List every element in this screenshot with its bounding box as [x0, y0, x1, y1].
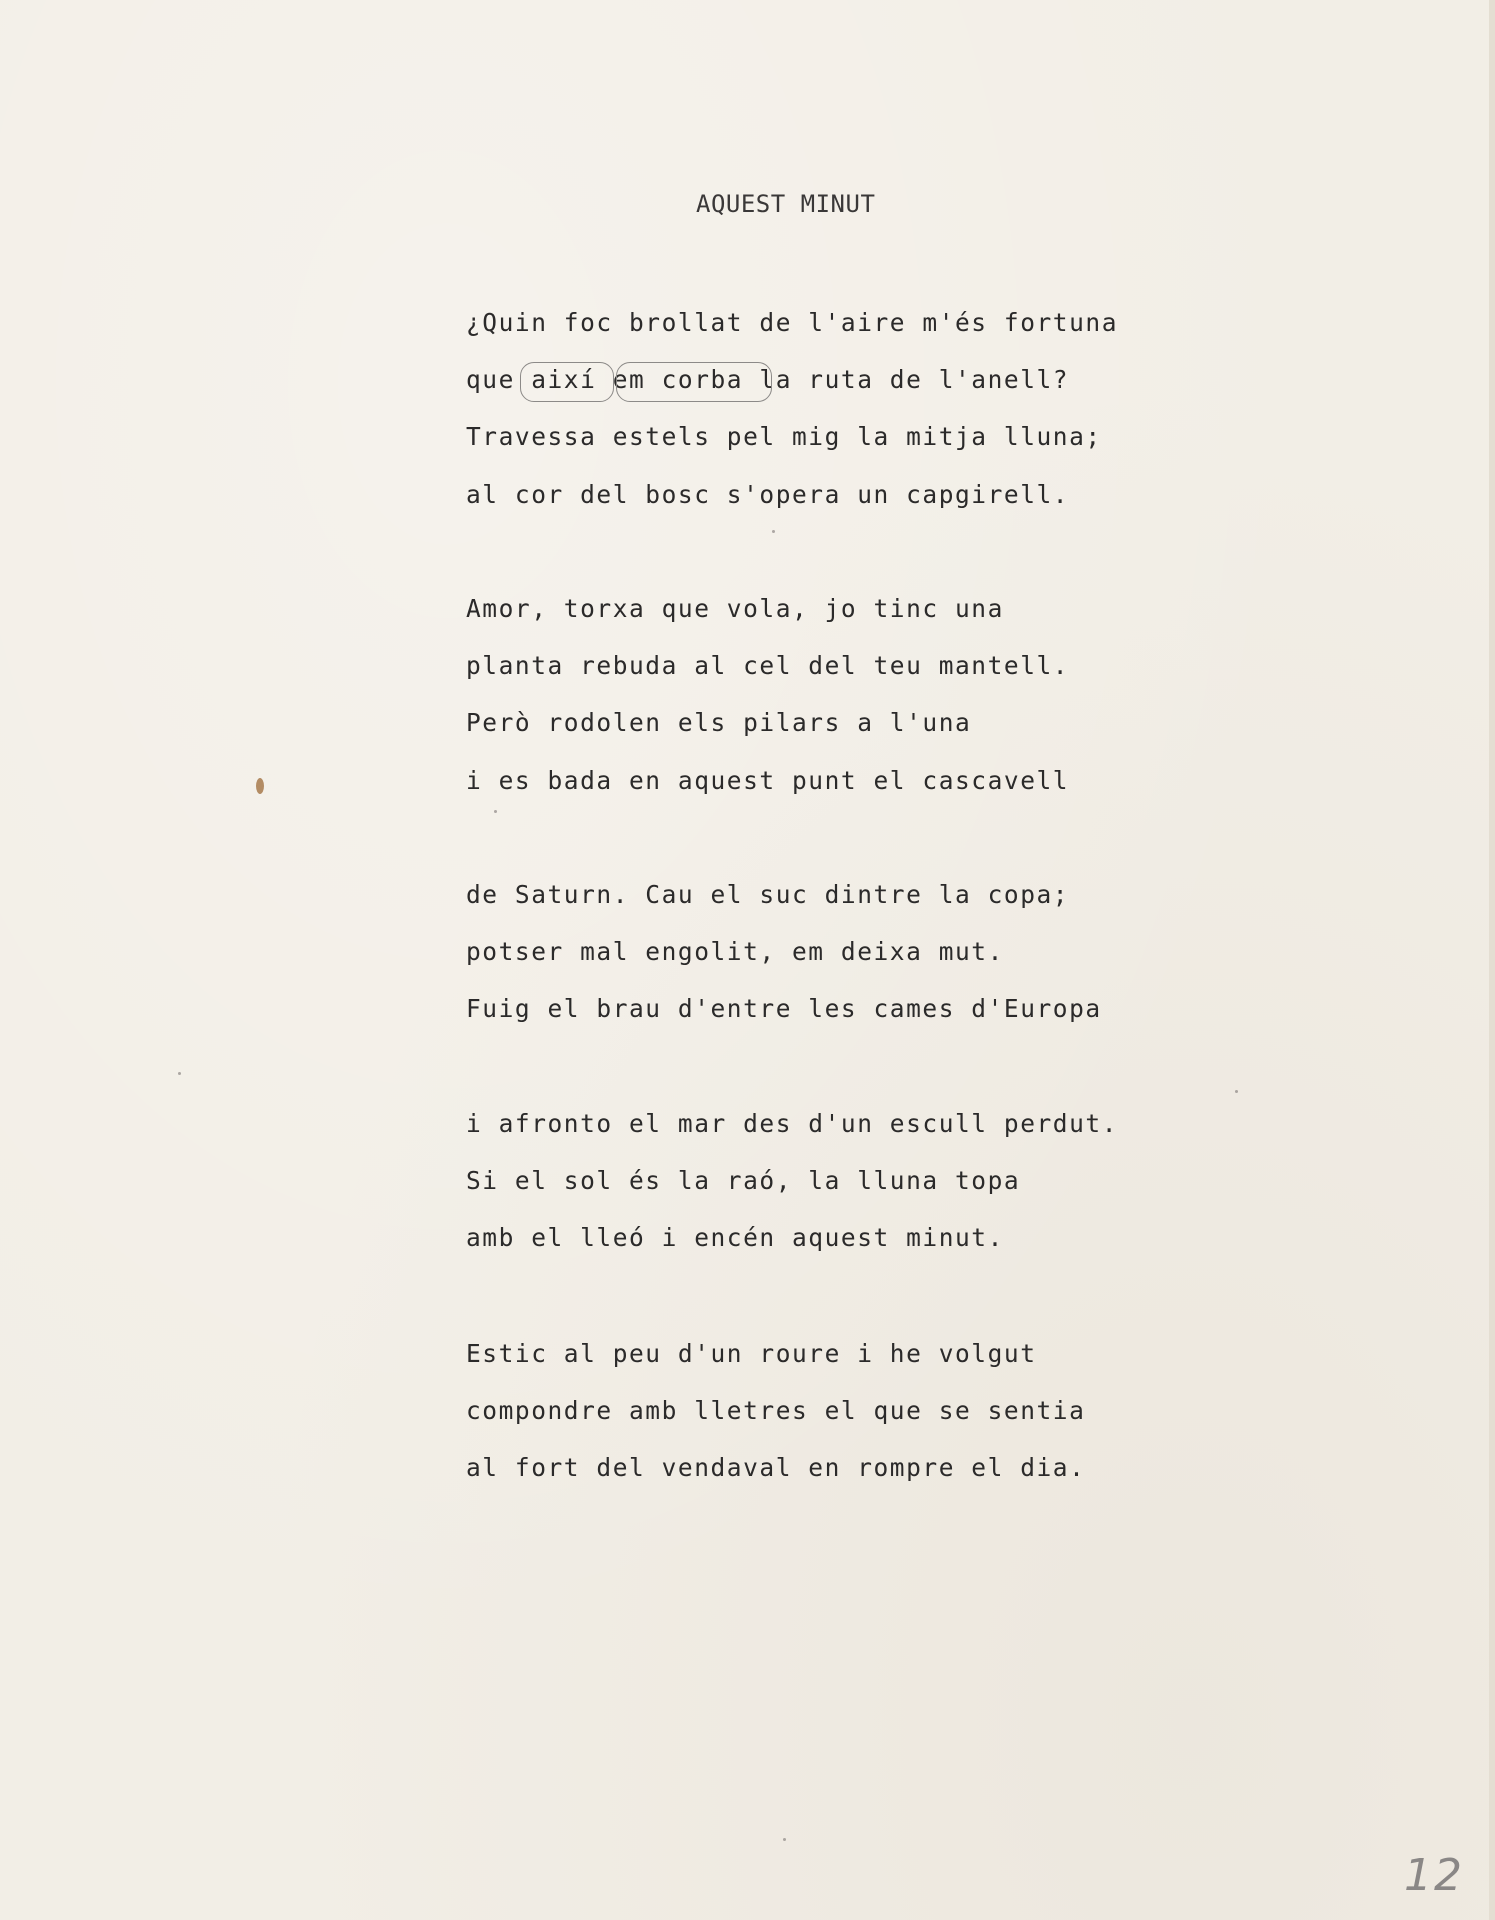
- poem-line: de Saturn. Cau el suc dintre la copa;: [466, 880, 1070, 909]
- poem-line: al cor del bosc s'opera un capgirell.: [466, 480, 1070, 509]
- handwritten-page-number: 12: [1404, 1850, 1464, 1901]
- poem-line: Estic al peu d'un roure i he volgut: [466, 1339, 1037, 1368]
- poem-line: Amor, torxa que vola, jo tinc una: [466, 594, 1004, 623]
- poem-line: amb el lleó i encén aquest minut.: [466, 1223, 1004, 1252]
- poem-line: que així em corba la ruta de l'anell?: [466, 365, 1070, 394]
- poem-title: AQUEST MINUT: [696, 190, 876, 218]
- pencil-circle-mark: [616, 362, 772, 402]
- paper-speck: [178, 1072, 181, 1075]
- poem-line: Però rodolen els pilars a l'una: [466, 708, 972, 737]
- poem-line: Si el sol és la raó, la lluna topa: [466, 1166, 1021, 1195]
- paper-stain: [256, 778, 264, 794]
- poem-line: compondre amb lletres el que se sentia: [466, 1396, 1086, 1425]
- paper-speck: [783, 1838, 786, 1841]
- poem-line: Travessa estels pel mig la mitja lluna;: [466, 422, 1102, 451]
- poem-line: i es bada en aquest punt el cascavell: [466, 766, 1070, 795]
- poem-line: Fuig el brau d'entre les cames d'Europa: [466, 994, 1102, 1023]
- poem-line: al fort del vendaval en rompre el dia.: [466, 1453, 1086, 1482]
- paper-speck: [494, 810, 497, 813]
- poem-line: i afronto el mar des d'un escull perdut.: [466, 1109, 1119, 1138]
- poem-line: ¿Quin foc brollat de l'aire m'és fortuna: [466, 308, 1119, 337]
- poem-line: planta rebuda al cel del teu mantell.: [466, 651, 1070, 680]
- poem-line: potser mal engolit, em deixa mut.: [466, 937, 1004, 966]
- paper-speck: [1235, 1090, 1238, 1093]
- paper-speck: [772, 530, 775, 533]
- pencil-circle-mark: [520, 362, 614, 402]
